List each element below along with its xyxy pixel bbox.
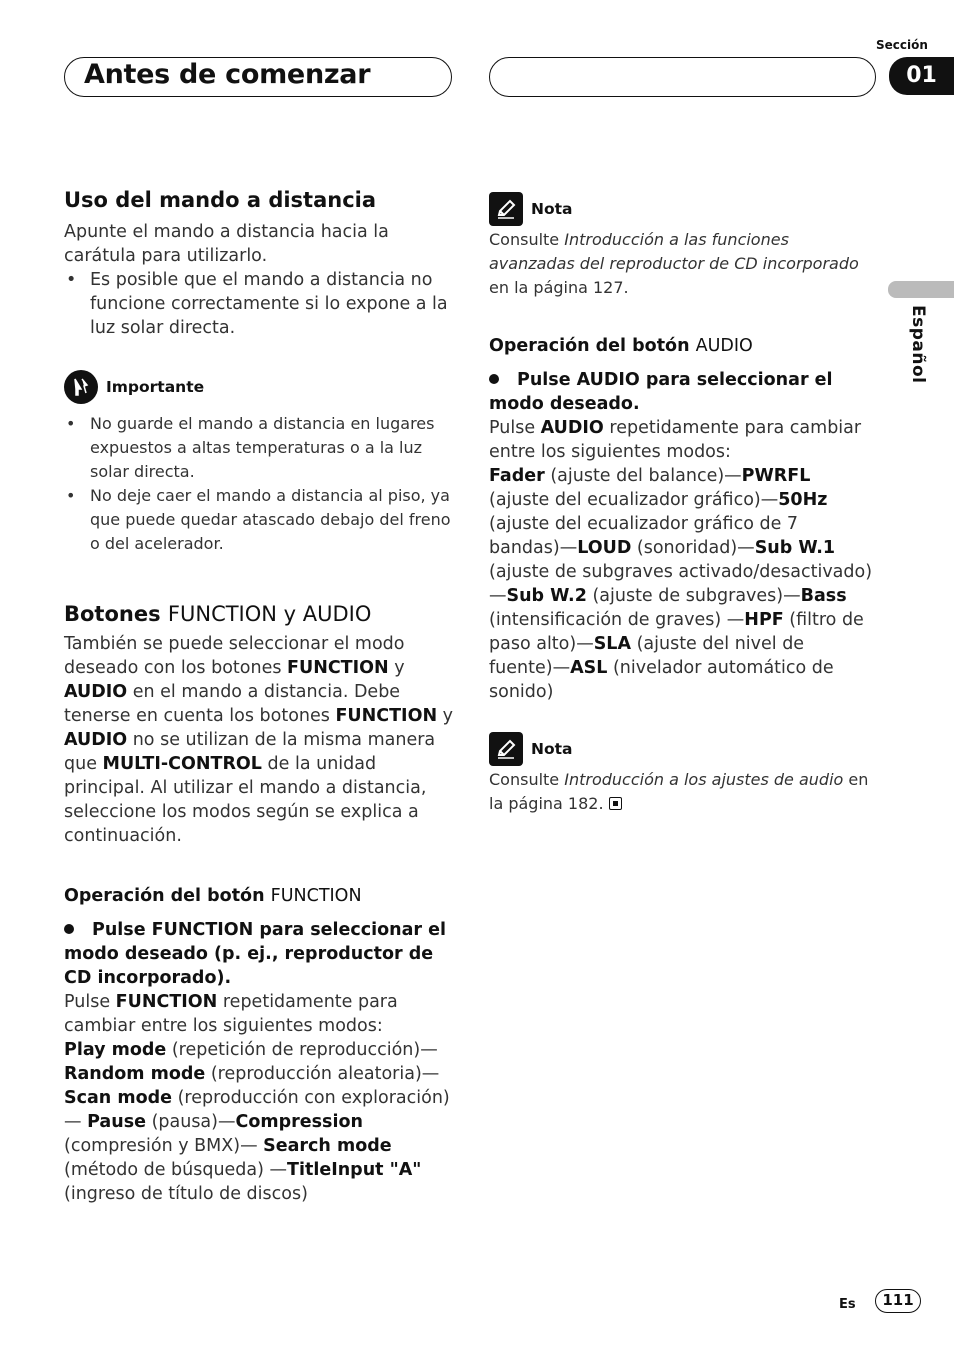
list-item: • No guarde el mando a distancia en lugares expuestos a altas temperaturas o a la luz solar directa. xyxy=(66,414,435,481)
note1-label: Nota xyxy=(531,200,573,218)
right-column xyxy=(489,192,873,816)
note1-header xyxy=(489,192,873,226)
step-bullet-icon xyxy=(489,374,499,384)
page-title: Antes de comenzar xyxy=(84,59,371,90)
buttons-paragraph: También se puede seleccionar el modo deseado con los botones FUNCTION y AUDIO en el mando a distancia. Debe tenerse en cuenta los botones FUNCTION y AUDIO no se utilizan de la misma manera que MULTI-CONTROL de la unidad principal. Al utilizar el mando a distancia, seleccione los modos según se explica a continuación. xyxy=(64,634,454,846)
important-icon xyxy=(64,370,98,404)
remote-heading: Uso del mando a distancia xyxy=(64,188,377,212)
function-step: Pulse FUNCTION para seleccionar el modo deseado (p. ej., reproductor de CD incorporado). xyxy=(64,920,447,988)
audio-step: Pulse AUDIO para seleccionar el modo deseado. xyxy=(489,370,833,414)
section-number: 01 xyxy=(889,57,954,95)
audio-modes: Fader (ajuste del balance)—PWRFL (ajuste del ecualizador gráfico)—50Hz (ajuste del ecualizador gráfico de 7 bandas)—LOUD (sonoridad)—Sub W.1 (ajuste de subgraves activado/desactivado)—Sub W.2 (ajuste de subgraves)—Bass (intensificación de graves) —HPF (filtro de paso alto)—SLA (ajuste del nivel de fuente)—ASL (nivelador automático de sonido) xyxy=(489,466,873,702)
remote-bullets xyxy=(64,268,454,340)
section-label: Sección xyxy=(876,38,928,52)
left-column xyxy=(64,186,454,1206)
function-op-heading: Operación del botón FUNCTION xyxy=(64,886,362,906)
pencil-icon xyxy=(489,732,523,766)
pencil-icon xyxy=(489,192,523,226)
important-list xyxy=(64,412,454,556)
audio-pulse: Pulse AUDIO repetidamente para cambiar entre los siguientes modos: xyxy=(489,418,862,462)
audio-op-heading: Operación del botón AUDIO xyxy=(489,336,753,356)
important-label: Importante xyxy=(106,378,205,396)
header-empty-box xyxy=(489,57,876,97)
remote-intro: Apunte el mando a distancia hacia la carátula para utilizarlo. xyxy=(64,222,389,266)
important-header xyxy=(64,370,454,404)
language-tab-label: Español xyxy=(908,305,928,384)
note1-text: Consulte Introducción a las funciones avanzadas del reproductor de CD incorporado en la página 127. xyxy=(489,230,859,297)
step-bullet-icon xyxy=(64,924,74,934)
language-tab-bar xyxy=(888,281,954,298)
list-item: • Es posible que el mando a distancia no funcione correctamente si lo expone a la luz solar directa. xyxy=(66,270,448,338)
function-modes: Play mode (repetición de reproducción)— Random mode (reproducción aleatoria)— Scan mode (reproducción con exploración)— Pause (pausa)—Compression (compresión y BMX)— Search mode (método de búsqueda) —TitleInput "A" (ingreso de título de discos) xyxy=(64,1040,450,1204)
list-item: • No deje caer el mando a distancia al piso, ya que puede quedar atascado debajo del freno o del acelerador. xyxy=(66,486,451,553)
page-number: 111 xyxy=(875,1289,921,1313)
buttons-heading: Botones FUNCTION y AUDIO xyxy=(64,602,372,626)
note2-text: Consulte Introducción a los ajustes de audio en la página 182. xyxy=(489,770,869,813)
end-mark-icon xyxy=(609,797,622,810)
function-pulse: Pulse FUNCTION repetidamente para cambiar entre los siguientes modos: xyxy=(64,992,398,1036)
note2-header xyxy=(489,732,873,766)
note2-label: Nota xyxy=(531,740,573,758)
language-code: Es xyxy=(839,1297,856,1312)
